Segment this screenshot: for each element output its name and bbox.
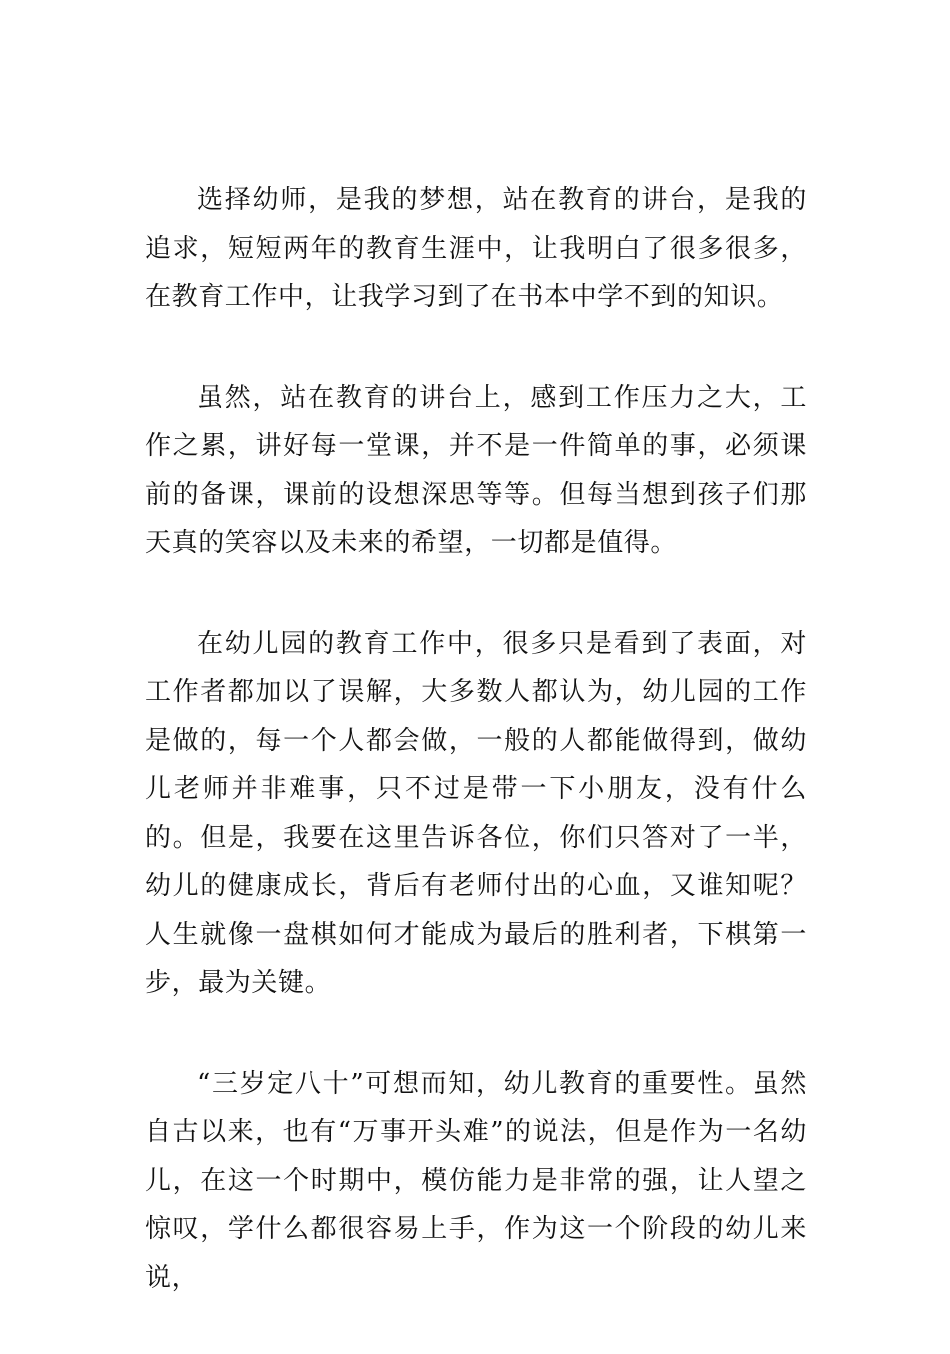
paragraph-2: 虽然，站在教育的讲台上，感到工作压力之大，工作之累，讲好每一堂课，并不是一件简单的事，必须课前的备课，课前的设想深思等等。但每当想到孩子们那天真的笑容以及未来的希望，一切都是值得。 [145, 382, 807, 558]
paragraph-4: “三岁定八十”可想而知，幼儿教育的重要性。虽然自古以来，也有“万事开头难”的说法，但是作为一名幼儿，在这一个时期中，模仿能力是非常的强，让人望之惊叹，学什么都很容易上手，作为这一个阶段的幼儿来说， [145, 1068, 807, 1293]
paragraph-3: 在幼儿园的教育工作中，很多只是看到了表面，对工作者都加以了误解，大多数人都认为，幼儿园的工作是做的，每一个人都会做，一般的人都能做得到，做幼儿老师并非难事，只不过是带一下小朋友，没有什么的。但是，我要在这里告诉各位，你们只答对了一半，幼儿的健康成长，背后有老师付出的心血，又谁知呢？人生就像一盘棋如何才能成为最后的胜利者，下棋第一步，最为关键。 [145, 628, 807, 998]
document-body [145, 176, 807, 1354]
paragraph-1: 选择幼师，是我的梦想，站在教育的讲台，是我的追求，短短两年的教育生涯中，让我明白了很多很多，在教育工作中，让我学习到了在书本中学不到的知识。 [145, 185, 807, 312]
